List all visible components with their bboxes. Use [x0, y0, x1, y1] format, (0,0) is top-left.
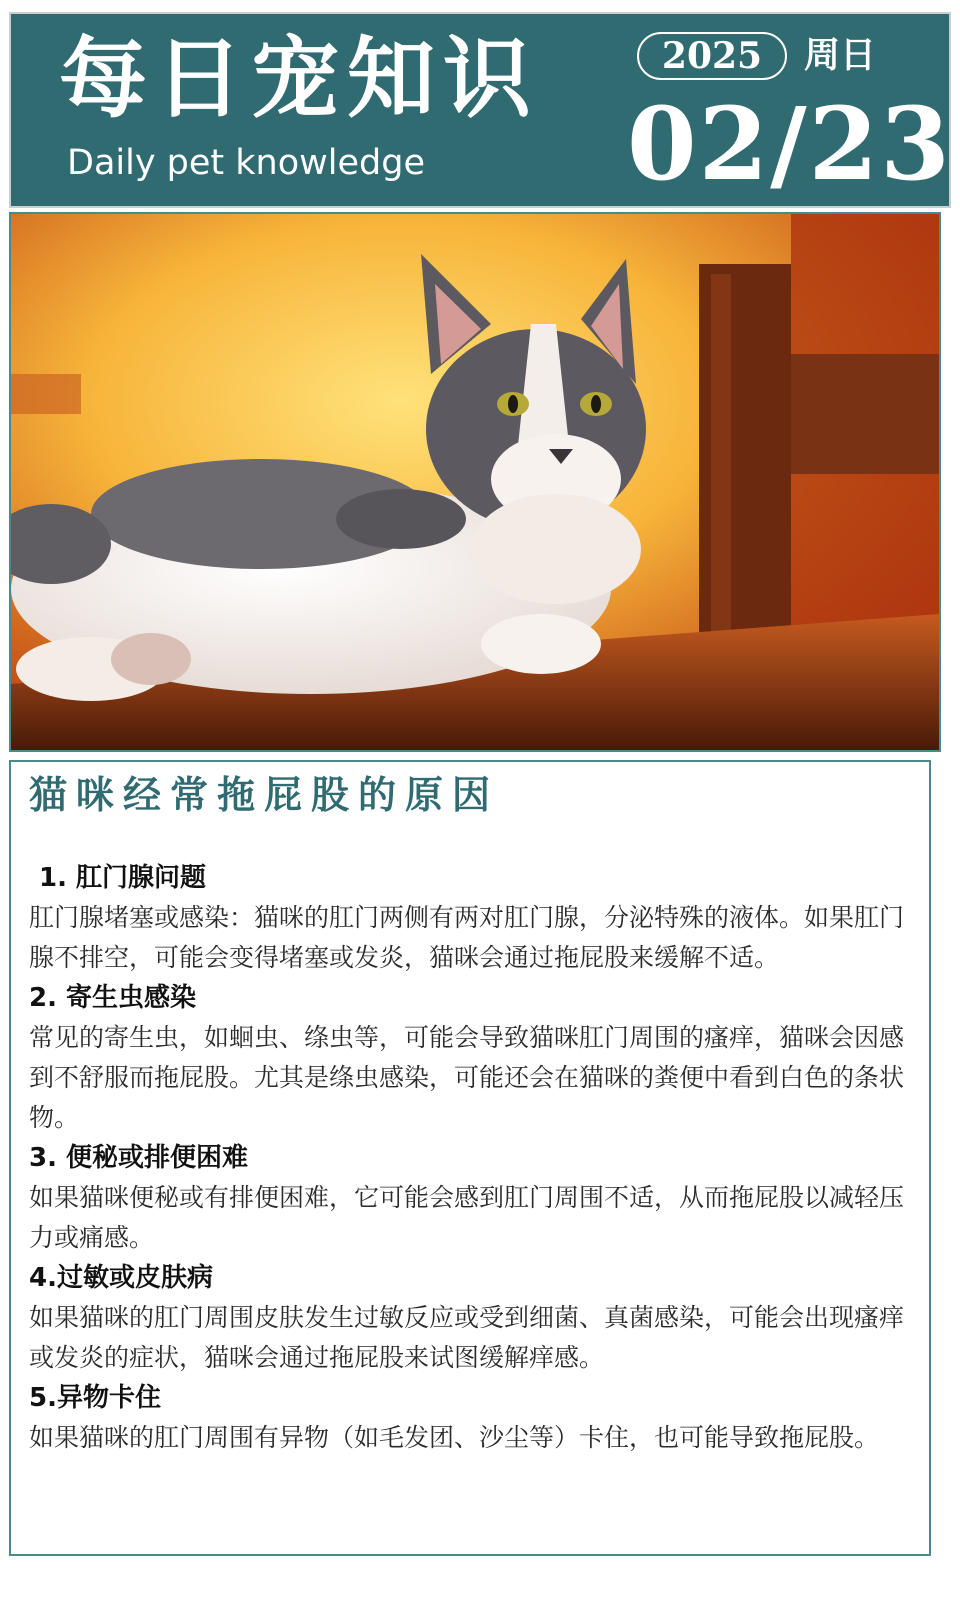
article-card — [9, 760, 931, 1556]
cat-illustration — [11, 214, 939, 750]
date-label: 02/23 — [627, 85, 952, 203]
header-banner — [9, 12, 951, 208]
title-chinese: 每日宠知识 — [59, 26, 540, 130]
section-heading: 1. 肛门腺问题 — [39, 863, 207, 893]
year-badge — [637, 32, 787, 80]
section-body: 肛门腺堵塞或感染：猫咪的肛门两侧有两对肛门腺，分泌特殊的液体。如果肛门腺不排空，可能会变得堵塞或发炎，猫咪会通过拖屁股来缓解不适。 — [29, 903, 905, 972]
cat-photo — [9, 212, 941, 752]
section-heading: 3. 便秘或排便困难 — [29, 1143, 249, 1173]
weekday-label: 周日 — [804, 35, 877, 76]
title-english: Daily pet knowledge — [67, 143, 425, 183]
section-body: 如果猫咪的肛门周围有异物（如毛发团、沙尘等）卡住，也可能导致拖屁股。 — [29, 1423, 880, 1452]
section-heading: 5.异物卡住 — [29, 1383, 161, 1413]
section-heading: 4.过敏或皮肤病 — [29, 1263, 213, 1293]
section-body: 如果猫咪便秘或有排便困难，它可能会感到肛门周围不适，从而拖屁股以减轻压力或痛感。 — [29, 1183, 905, 1252]
article-title: 猫咪经常拖屁股的原因 — [29, 773, 500, 817]
section-body: 常见的寄生虫，如蛔虫、绦虫等，可能会导致猫咪肛门周围的瘙痒，猫咪会因感到不舒服而拖屁股。尤其是绦虫感染，可能还会在猫咪的粪便中看到白色的条状物。 — [29, 1023, 905, 1132]
year-text: 2025 — [661, 35, 763, 77]
article-sections — [29, 858, 909, 1458]
section-heading: 2. 寄生虫感染 — [29, 983, 197, 1013]
section-body: 如果猫咪的肛门周围皮肤发生过敏反应或受到细菌、真菌感染，可能会出现瘙痒或发炎的症状，猫咪会通过拖屁股来试图缓解痒感。 — [29, 1303, 905, 1372]
